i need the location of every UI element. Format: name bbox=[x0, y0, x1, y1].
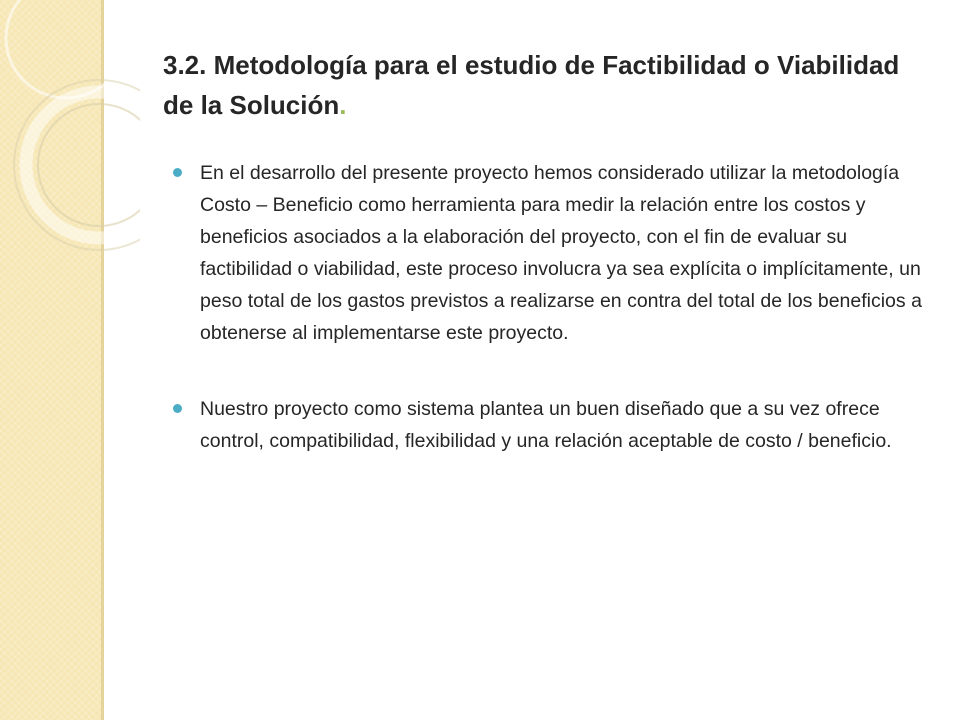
bullet-dot-icon bbox=[173, 168, 182, 177]
title-accent-dot: . bbox=[339, 90, 347, 120]
bullet-item bbox=[172, 393, 932, 457]
slide-title bbox=[163, 45, 933, 125]
slide-title-text: 3.2. Metodología para el estudio de Factibilidad o Viabilidad de la Solución bbox=[163, 50, 900, 120]
bullet-item bbox=[172, 157, 932, 349]
bullet-list bbox=[172, 157, 932, 457]
decorative-side-band bbox=[0, 0, 104, 720]
bullet-text: En el desarrollo del presente proyecto hemos considerado utilizar la metodología Costo – Beneficio como herramienta para medir la relación entre los costos y beneficios asociados a la elaboración del proyecto, con el fin de evaluar su factibilidad o viabilidad, este proceso involucra ya sea explícita o implícitamente, un peso total de los gastos previstos a realizarse en contra del total de los beneficios a obtenerse al implementarse este proyecto. bbox=[200, 162, 922, 344]
bullet-dot-icon bbox=[173, 404, 182, 413]
bullet-text: Nuestro proyecto como sistema plantea un buen diseñado que a su vez ofrece control, compatibilidad, flexibilidad y una relación aceptable de costo / beneficio. bbox=[200, 398, 892, 452]
